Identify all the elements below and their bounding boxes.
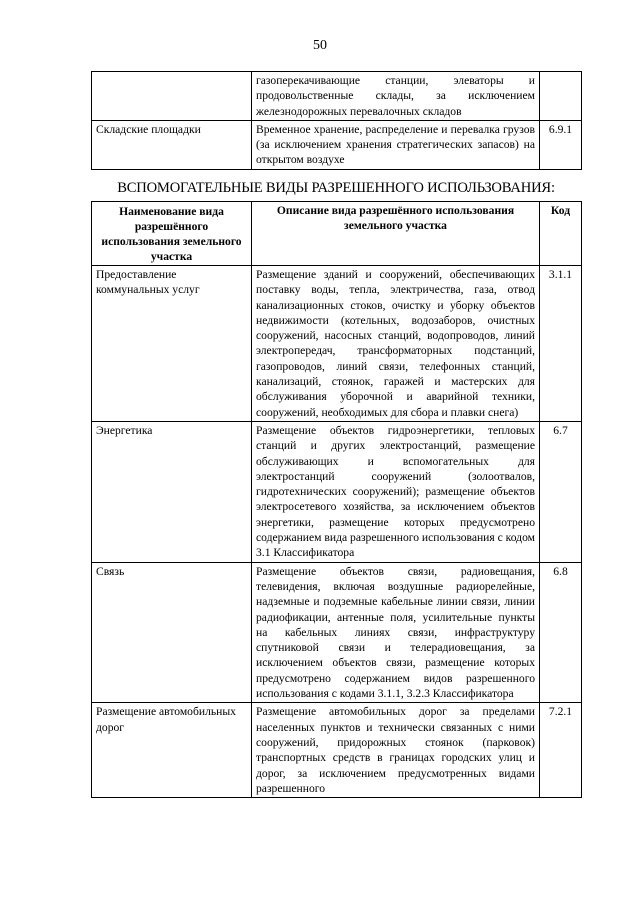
table-row xyxy=(92,120,582,169)
page-number: 50 xyxy=(313,38,327,53)
row-description: Размещение объектов связи, радиовещания, телевидения, включая воздушные радиорелейные, надземные и подземные кабельные линии связи, линии радиофикации, антенные поля, усилительные пункты на кабельных линиях связи, инфраструктуру спутниковой связи и телерадиовещания, за исключением объектов связи, размещение которых предусмотрено содержанием видов разрешенного использования с кодами 3.1.1, 3.2.3 Классификатора xyxy=(252,562,540,703)
row-code xyxy=(540,72,582,121)
row-name: Размещение автомобильных дорог xyxy=(92,703,252,798)
row-name: Предоставление коммунальных услуг xyxy=(92,266,252,422)
row-description: газоперекачивающие станции, элеваторы и продовольственные склады, за исключением железнодорожных перевалочных складов xyxy=(252,72,540,121)
row-name: Энергетика xyxy=(92,421,252,562)
header-code: Код xyxy=(540,202,582,266)
row-code: 3.1.1 xyxy=(540,266,582,422)
row-description: Размещение зданий и сооружений, обеспечивающих поставку воды, тепла, электричества, газа, отвод канализационных стоков, очистку и уборку объектов недвижимости (котельных, водозаборов, очистных сооружений, насосных станций, водопроводов, линий электропередач, трансформаторных подстанций, газопроводов, линий связи, телефонных станций, канализаций, стоянок, гаражей и мастерских для обслуживания уборочной и аварийной техники, сооружений, необходимых для сбора и плавки снега) xyxy=(252,266,540,422)
row-code: 7.2.1 xyxy=(540,703,582,798)
table-row xyxy=(92,703,582,798)
section-heading: ВСПОМОГАТЕЛЬНЫЕ ВИДЫ РАЗРЕШЕННОГО ИСПОЛЬЗОВАНИЯ: xyxy=(117,180,555,196)
table-header-row xyxy=(92,202,582,266)
row-description: Размещение автомобильных дорог за пределами населенных пунктов и технически связанных с ними сооружений, придорожных стоянок (парковок) транспортных средств в границах городских улиц и дорог, за исключением предусмотренных видами разрешенного xyxy=(252,703,540,798)
row-description: Размещение объектов гидроэнергетики, тепловых станций и других электростанций, размещение обслуживающих и вспомогательных для электростанций сооружений (золоотвалов, гидротехнических сооружений); размещение объектов электросетевого хозяйства, за исключением объектов энергетики, размещение которых предусмотрено содержанием вида разрешенного использования с кодом 3.1 Классификатора xyxy=(252,421,540,562)
table-row xyxy=(92,72,582,121)
top-table xyxy=(91,71,582,170)
row-name: Складские площадки xyxy=(92,120,252,169)
main-table xyxy=(91,201,582,798)
table-row xyxy=(92,421,582,562)
table-row xyxy=(92,562,582,703)
row-name: Связь xyxy=(92,562,252,703)
row-code: 6.7 xyxy=(540,421,582,562)
row-name xyxy=(92,72,252,121)
row-description: Временное хранение, распределение и перевалка грузов (за исключением хранения стратегических запасов) на открытом воздухе xyxy=(252,120,540,169)
table-row xyxy=(92,266,582,422)
header-name: Наименование вида разрешённого использования земельного участка xyxy=(92,202,252,266)
row-code: 6.8 xyxy=(540,562,582,703)
row-code: 6.9.1 xyxy=(540,120,582,169)
header-description: Описание вида разрешённого использования земельного участка xyxy=(252,202,540,266)
